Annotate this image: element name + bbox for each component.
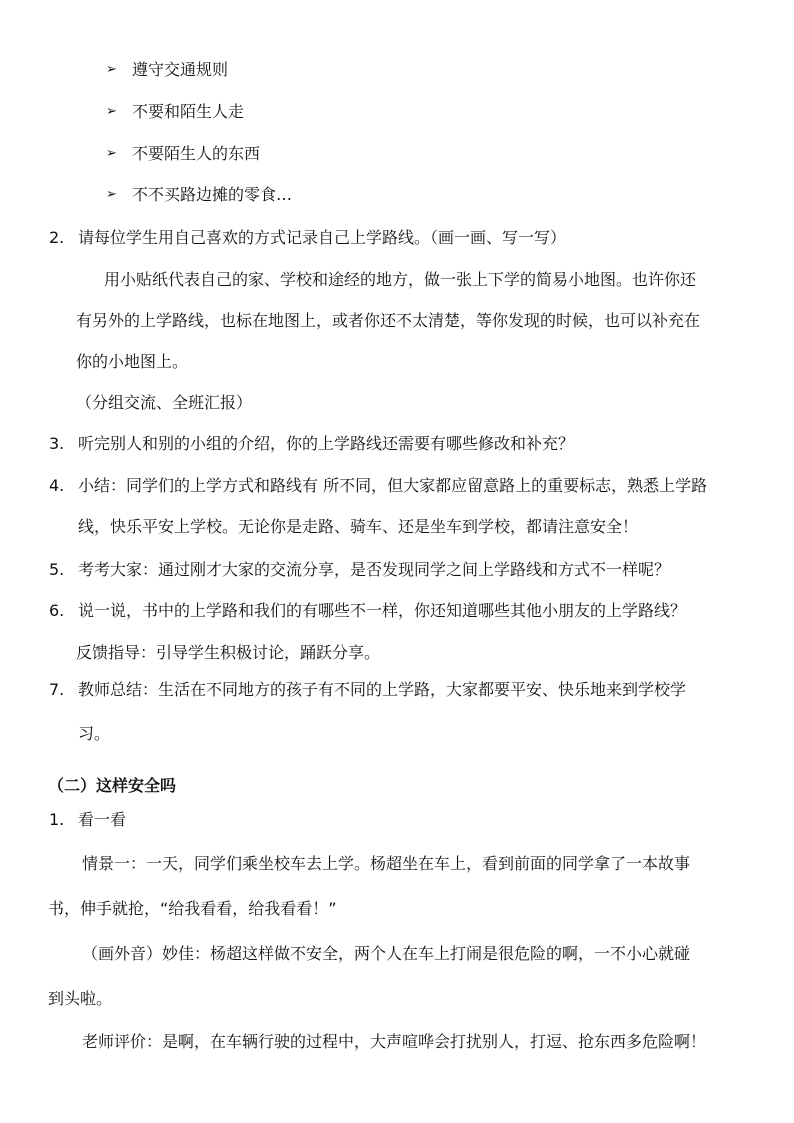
paragraph-line: 老师评价：是啊，在车辆行驶的过程中，大声喧哗会打扰别人，打逗、抢东西多危险啊！	[82, 1032, 707, 1051]
list-number: 7.	[49, 680, 65, 699]
list-number: 4.	[49, 476, 65, 495]
paragraph-line: 有另外的上学路线，也标在地图上，或者你还不太清楚，等你发现的时候，也可以补充在	[76, 311, 701, 330]
list-item-text: 考考大家：通过刚才大家的交流分享，是否发现同学之间上学路线和方式不一样呢？	[78, 560, 671, 579]
paragraph-line: 书，伸手就抢，“给我看看，给我看看！”	[48, 899, 337, 918]
list-item-text: 教师总结：生活在不同地方的孩子有不同的上学路，大家都要平安、快乐地来到学校学	[78, 680, 687, 699]
list-number: 3.	[49, 434, 65, 453]
bullet-arrow-icon: ➢	[106, 104, 117, 119]
paragraph-line: （画外音）妙佳：杨超这样做不安全，两个人在车上打闹是很危险的啊，一不小心就碰	[82, 944, 691, 963]
list-item-text: 小结：同学们的上学方式和路线有 所不同，但大家都应留意路上的重要标志，熟悉上学路	[78, 476, 708, 495]
bullet-arrow-icon: ➢	[106, 62, 117, 77]
bullet-arrow-icon: ➢	[106, 187, 117, 202]
section-heading: （二）这样安全吗	[48, 776, 177, 795]
list-item-text: 线，快乐平安上学校。无论你是走路、骑车、还是坐车到学校，都请注意安全！	[78, 517, 639, 536]
list-item-text: 说一说，书中的上学路和我们的有哪些不一样，你还知道哪些其他小朋友的上学路线？	[78, 601, 687, 620]
paragraph-line: 你的小地图上。	[76, 352, 189, 371]
bullet-item: 不要陌生人的东西	[132, 144, 261, 163]
list-item-text: 习。	[78, 724, 111, 743]
paragraph-line: （分组交流、全班汇报）	[76, 393, 253, 412]
list-item-text: 反馈指导：引导学生积极讨论，踊跃分享。	[76, 643, 381, 662]
bullet-item: 遵守交通规则	[132, 60, 229, 79]
list-number: 6.	[49, 601, 65, 620]
list-number: 2.	[49, 228, 65, 247]
list-number: 5.	[49, 560, 65, 579]
list-number: 1.	[49, 810, 65, 829]
list-item-text: 听完别人和别的小组的介绍，你的上学路线还需要有哪些修改和补充？	[78, 434, 575, 453]
bullet-item: 不不买路边摊的零食…	[132, 185, 293, 204]
paragraph-line: 用小贴纸代表自己的家、学校和途经的地方，做一张上下学的简易小地图。也许你还	[104, 270, 697, 289]
bullet-item: 不要和陌生人走	[132, 102, 245, 121]
paragraph-line: 到头啦。	[48, 989, 113, 1008]
list-item-text: 看一看	[78, 810, 127, 829]
paragraph-line: 情景一：一天，同学们乘坐校车去上学。杨超坐在车上，看到前面的同学拿了一本故事	[82, 854, 691, 873]
bullet-arrow-icon: ➢	[106, 146, 117, 161]
list-item-text: 请每位学生用自己喜欢的方式记录自己上学路线。（画一画、写一写）	[78, 228, 567, 247]
